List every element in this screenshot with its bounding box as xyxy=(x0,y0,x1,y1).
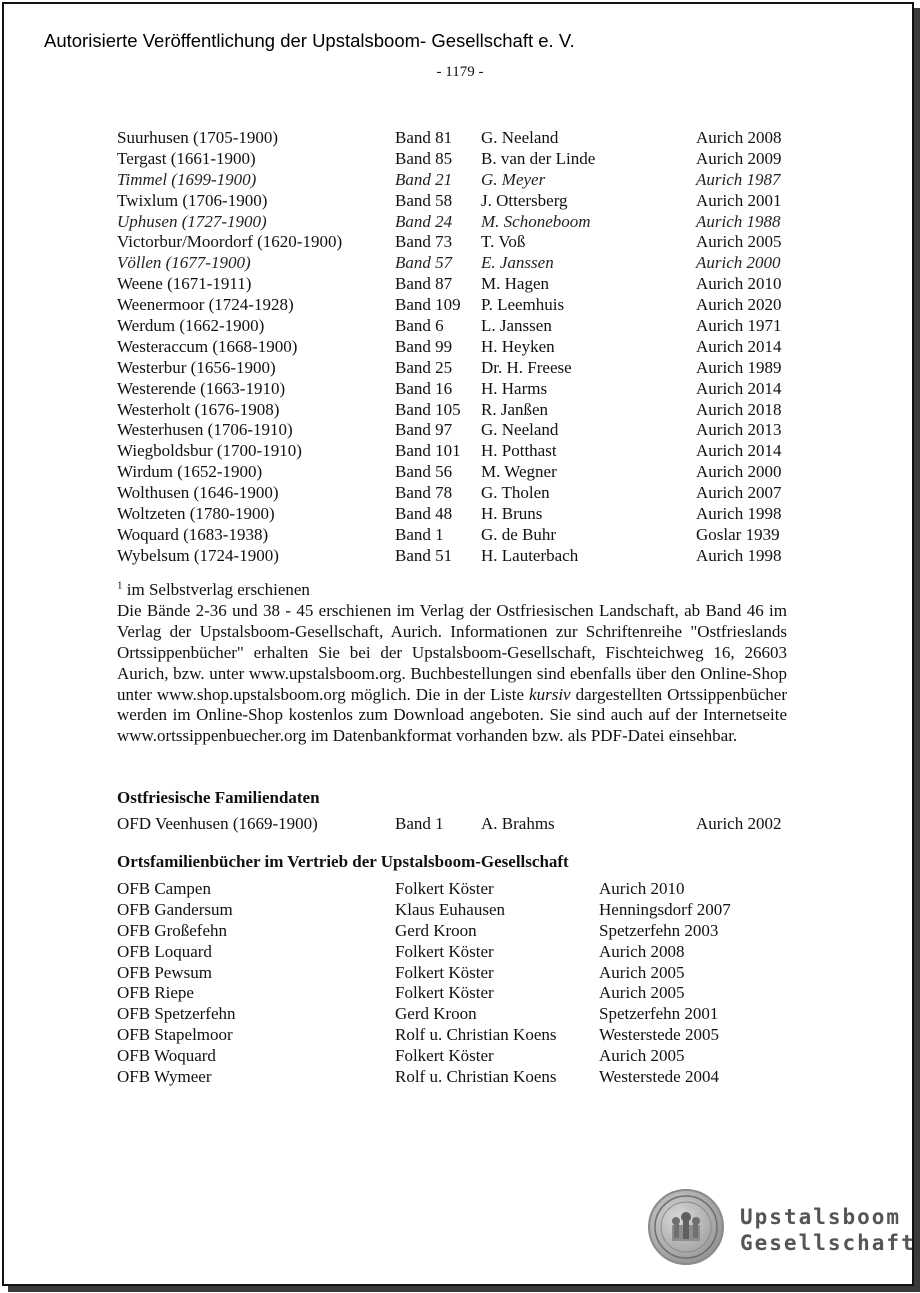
place-cell: Weene (1671-1911) xyxy=(117,274,252,294)
band-cell: Band 97 xyxy=(395,420,453,440)
publication-cell: Aurich 1988 xyxy=(696,211,781,231)
band-cell: Band 1 xyxy=(395,524,444,544)
place-cell: Werdum (1662-1900) xyxy=(117,316,265,336)
band-cell: Band 87 xyxy=(395,274,453,294)
place-cell: OFB Riepe xyxy=(117,983,194,1003)
place-cell: Wybelsum (1724-1900) xyxy=(117,545,279,565)
logo-text-line1: Upstalsboom xyxy=(740,1205,902,1229)
logo-text-line2: Gesellschaft xyxy=(740,1231,916,1255)
publication-cell: Aurich 2005 xyxy=(599,1046,685,1066)
publication-cell: Goslar 1939 xyxy=(696,524,780,544)
place-cell: Westerhusen (1706-1910) xyxy=(117,420,293,440)
band-cell: Band 48 xyxy=(395,504,453,524)
author-cell: M. Schoneboom xyxy=(481,211,591,231)
footnote-mark: 1 xyxy=(117,579,123,592)
footnote-text: im Selbstverlag erschienen xyxy=(122,580,310,599)
author-cell: P. Leemhuis xyxy=(481,295,565,315)
publication-cell: Spetzerfehn 2001 xyxy=(599,1004,719,1024)
place-cell: Twixlum (1706-1900) xyxy=(117,190,268,210)
place-cell: Wiegboldsbur (1700-1910) xyxy=(117,441,302,461)
band-cell: Band 101 xyxy=(395,441,461,461)
place-cell: Tergast (1661-1900) xyxy=(117,148,256,168)
author-cell: Folkert Köster xyxy=(395,941,494,961)
place-cell: Westerholt (1676-1908) xyxy=(117,399,280,419)
place-cell: Suurhusen (1705-1900) xyxy=(117,128,279,147)
place-cell: Timmel (1699-1900) xyxy=(117,169,257,189)
publication-cell: Aurich 2007 xyxy=(696,483,782,503)
publication-cell: Aurich 2000 xyxy=(696,462,782,482)
publication-cell: Aurich 1998 xyxy=(696,545,782,565)
publication-cell: Aurich 2000 xyxy=(696,253,781,273)
place-cell: OFB Campen xyxy=(117,879,211,898)
place-cell: Uphusen (1727-1900) xyxy=(117,211,267,231)
place-cell: OFB Spetzerfehn xyxy=(117,1004,236,1024)
author-cell: Rolf u. Christian Koens xyxy=(395,1025,557,1045)
band-cell: Band 25 xyxy=(395,357,453,377)
publication-cell: Aurich 2009 xyxy=(696,148,782,168)
band-cell: Band 58 xyxy=(395,190,453,210)
ofd-author: A. Brahms xyxy=(481,814,555,833)
publication-cell: Aurich 2005 xyxy=(696,232,782,252)
publication-cell: Aurich 2008 xyxy=(599,941,685,961)
upstalsboom-logo xyxy=(648,1189,916,1269)
author-cell: Folkert Köster xyxy=(395,983,494,1003)
place-cell: Westeraccum (1668-1900) xyxy=(117,336,298,356)
author-cell: G. Neeland xyxy=(481,128,559,147)
author-cell: G. Neeland xyxy=(481,420,559,440)
publication-cell: Aurich 2005 xyxy=(599,983,685,1003)
publication-cell: Spetzerfehn 2003 xyxy=(599,920,719,940)
publication-cell: Henningsdorf 2007 xyxy=(599,899,731,919)
publication-cell: Aurich 1971 xyxy=(696,316,782,336)
place-cell: Völlen (1677-1900) xyxy=(117,253,251,273)
band-cell: Band 16 xyxy=(395,378,453,398)
place-cell: OFB Stapelmoor xyxy=(117,1025,233,1045)
place-cell: OFB Pewsum xyxy=(117,962,212,982)
publication-cell: Aurich 2018 xyxy=(696,399,782,419)
publication-cell: Aurich 2014 xyxy=(696,336,782,356)
place-cell: OFB Woquard xyxy=(117,1046,216,1066)
author-cell: Folkert Köster xyxy=(395,1046,494,1066)
band-cell: Band 57 xyxy=(395,253,453,273)
info-paragraph xyxy=(117,601,787,747)
author-cell: H. Harms xyxy=(481,378,548,398)
publication-cell: Aurich 2005 xyxy=(599,962,685,982)
author-cell: H. Lauterbach xyxy=(481,545,579,565)
author-cell: Folkert Köster xyxy=(395,962,494,982)
publication-cell: Aurich 2010 xyxy=(696,274,782,294)
author-cell: B. van der Linde xyxy=(481,148,596,168)
publication-cell: Aurich 2001 xyxy=(696,190,782,210)
ofd-band: Band 1 xyxy=(395,814,444,833)
publication-cell: Westerstede 2005 xyxy=(599,1025,719,1045)
place-cell: Victorbur/Moordorf (1620-1900) xyxy=(117,232,343,252)
band-cell: Band 105 xyxy=(395,399,461,419)
band-cell: Band 73 xyxy=(395,232,453,252)
publication-cell: Aurich 2014 xyxy=(696,378,782,398)
ofd-place: OFD Veenhusen (1669-1900) xyxy=(117,814,318,833)
author-cell: E. Janssen xyxy=(481,253,554,273)
place-cell: Westerbur (1656-1900) xyxy=(117,357,276,377)
place-cell: OFB Loquard xyxy=(117,941,212,961)
publication-cell: Westerstede 2004 xyxy=(599,1067,719,1087)
author-cell: L. Janssen xyxy=(481,316,552,336)
place-cell: Wolthusen (1646-1900) xyxy=(117,483,279,503)
publication-cell: Aurich 2010 xyxy=(599,879,685,898)
author-cell: Dr. H. Freese xyxy=(481,357,572,377)
author-cell: Folkert Köster xyxy=(395,879,494,898)
page-number: - 1179 - xyxy=(436,64,484,80)
place-cell: OFB Gandersum xyxy=(117,899,233,919)
author-cell: H. Potthast xyxy=(481,441,557,461)
author-cell: G. de Buhr xyxy=(481,524,557,544)
publication-cell: Aurich 2020 xyxy=(696,295,782,315)
publication-cell: Aurich 2014 xyxy=(696,441,782,461)
author-cell: M. Hagen xyxy=(481,274,549,294)
band-cell: Band 21 xyxy=(395,169,453,189)
author-cell: G. Tholen xyxy=(481,483,550,503)
band-cell: Band 51 xyxy=(395,545,453,565)
author-cell: J. Ottersberg xyxy=(481,190,568,210)
band-cell: Band 6 xyxy=(395,316,444,336)
author-cell: T. Voß xyxy=(481,232,526,252)
author-cell: Gerd Kroon xyxy=(395,920,477,940)
page-header-title: Autorisierte Veröffentlichung der Upstalsboom- Gesellschaft e. V. xyxy=(44,30,575,51)
band-cell: Band 85 xyxy=(395,148,453,168)
place-cell: OFB Wymeer xyxy=(117,1067,212,1087)
band-cell: Band 56 xyxy=(395,462,453,482)
author-cell: H. Heyken xyxy=(481,336,555,356)
author-cell: Klaus Euhausen xyxy=(395,899,506,919)
publication-cell: Aurich 1989 xyxy=(696,357,782,377)
ofd-heading: Ostfriesische Familiendaten xyxy=(117,788,320,807)
ofb-heading: Ortsfamilienbücher im Vertrieb der Upstalsboom-Gesellschaft xyxy=(117,852,569,871)
band-cell: Band 81 xyxy=(395,128,453,147)
author-cell: M. Wegner xyxy=(481,462,557,482)
place-cell: Woquard (1683-1938) xyxy=(117,524,269,544)
band-cell: Band 78 xyxy=(395,483,453,503)
place-cell: Weenermoor (1724-1928) xyxy=(117,295,294,315)
publication-cell: Aurich 1987 xyxy=(696,169,781,189)
author-cell: Rolf u. Christian Koens xyxy=(395,1067,557,1087)
author-cell: R. Janßen xyxy=(481,399,549,419)
band-cell: Band 109 xyxy=(395,295,461,315)
publication-cell: Aurich 2008 xyxy=(696,128,782,147)
band-cell: Band 24 xyxy=(395,211,453,231)
author-cell: Gerd Kroon xyxy=(395,1004,477,1024)
seal-icon xyxy=(648,1189,724,1265)
info-text-2: dargestellten Ortssippenbücher werden im Online-Shop kostenlos zum Download angeboten. Sie sind auch auf der Internetseite www.ortssippenbuecher.org im Datenbankformat vorhanden bzw. als PDF-Datei einsehbar. xyxy=(117,684,787,746)
place-cell: Westerende (1663-1910) xyxy=(117,378,286,398)
place-cell: Wirdum (1652-1900) xyxy=(117,462,263,482)
notes-block xyxy=(117,580,787,747)
publication-cell: Aurich 1998 xyxy=(696,504,782,524)
footnote xyxy=(117,580,787,601)
author-cell: G. Meyer xyxy=(481,169,546,189)
place-cell: OFB Großefehn xyxy=(117,920,228,940)
author-cell: H. Bruns xyxy=(481,504,543,524)
info-text-1: Die Bände 2-36 und 38 - 45 erschienen im Verlag der Ostfriesischen Landschaft, ab Band 46 im Verlag der Upstalsboom-Gesellschaft, Aurich. Informationen zur Schriftenreihe "Ostfrieslands Ortssippenbücher" erhalten Sie bei der Upstalsboom-Gesellschaft, Fischteichweg 16, 26603 Aurich, bzw. unter www.upstalsboom.org. Buchbestellungen sind ebenfalls über den Online-Shop unter www.shop.upstalsboom.org möglich. Die in der Liste xyxy=(117,600,787,704)
publication-cell: Aurich 2013 xyxy=(696,420,782,440)
place-cell: Woltzeten (1780-1900) xyxy=(117,504,275,524)
band-cell: Band 99 xyxy=(395,336,453,356)
ofd-pub: Aurich 2002 xyxy=(696,814,782,833)
info-text-italic: kursiv xyxy=(529,684,571,704)
